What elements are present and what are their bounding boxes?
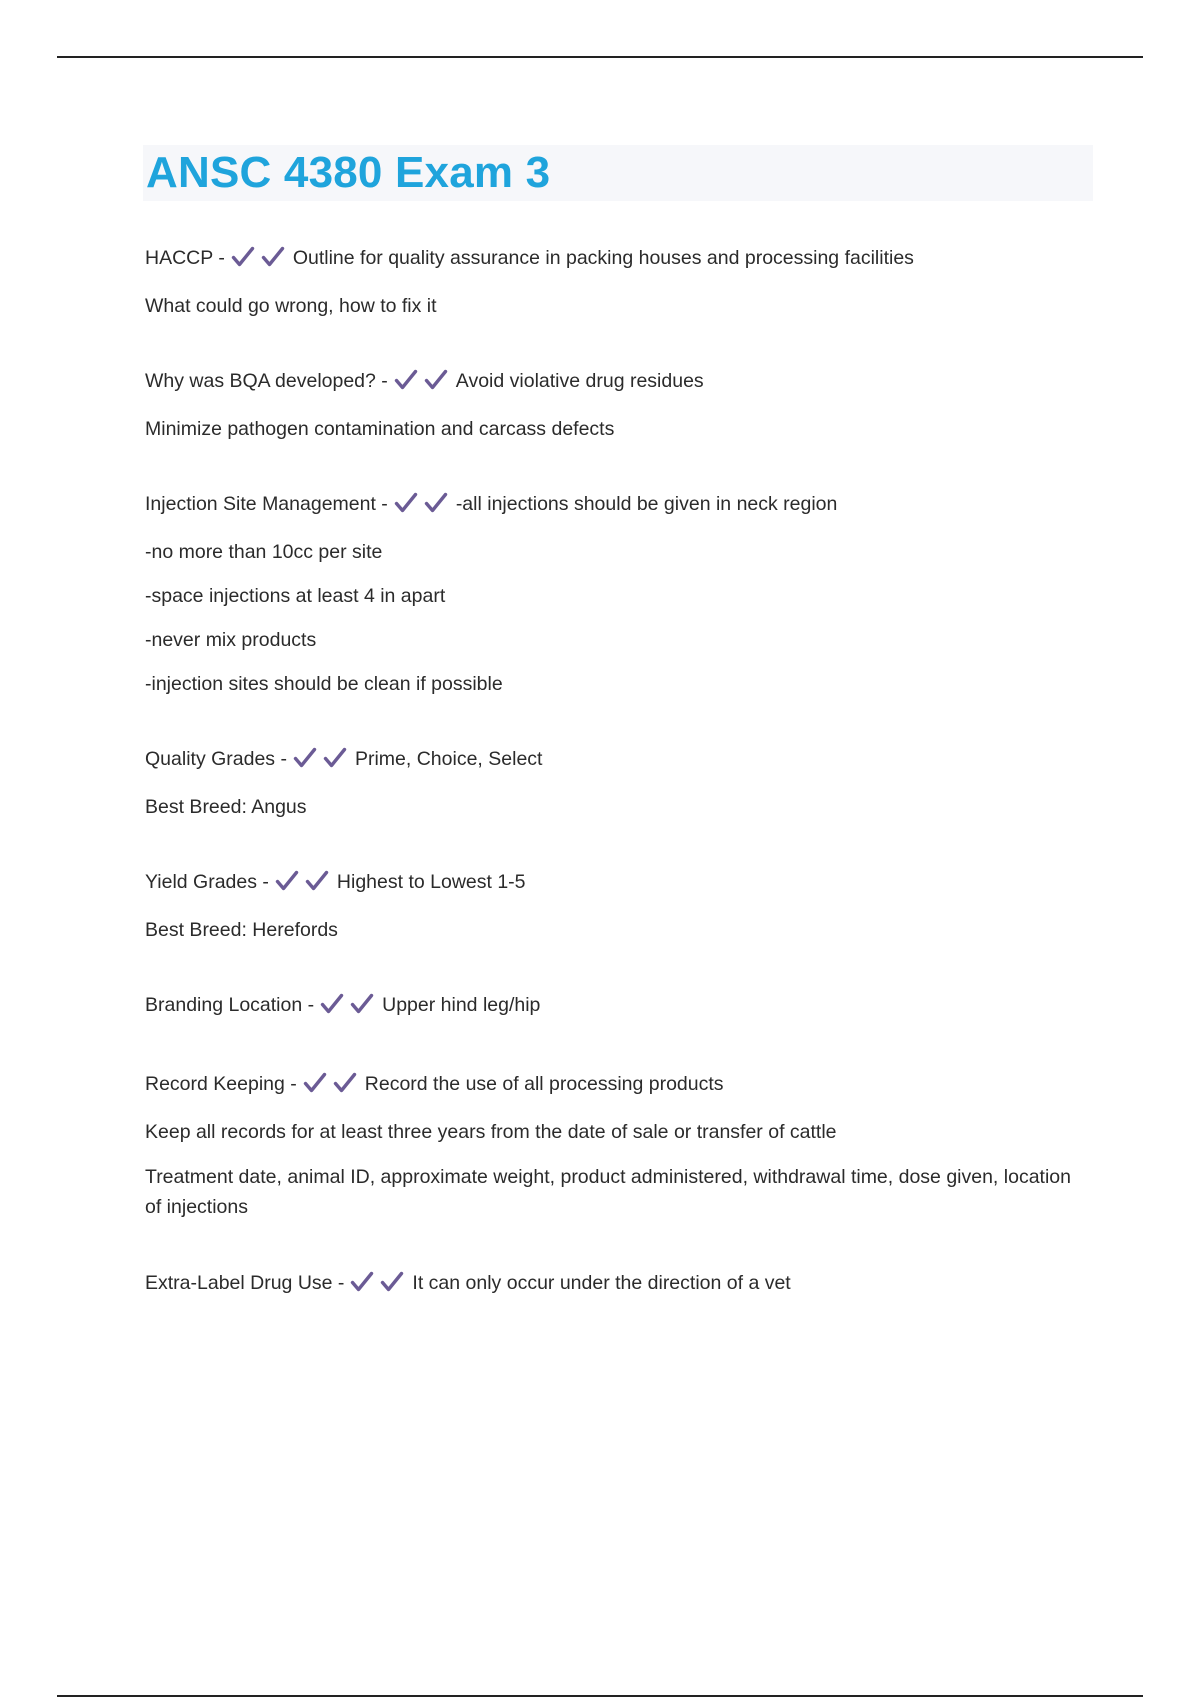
checkmark-icon [231, 246, 255, 268]
entry-detail-line: Treatment date, animal ID, approximate weight, product administered, withdrawal time, dose given, location of injections [145, 1166, 1071, 1218]
top-rule [57, 56, 1143, 58]
entry-definition: Upper hind leg/hip [382, 994, 541, 1016]
checkmark-icon [305, 870, 329, 892]
document-title: ANSC 4380 Exam 3 [146, 148, 551, 197]
double-check-marks [275, 870, 335, 900]
flashcard-entry [145, 490, 1080, 698]
flashcard-entry [145, 1070, 1080, 1222]
checkmark-icon [275, 870, 299, 892]
checkmark-icon [320, 993, 344, 1015]
entry-term: Quality Grades - [145, 748, 287, 770]
double-check-marks [231, 246, 291, 276]
entry-main-line [145, 367, 1080, 399]
entry-detail-line: -no more than 10cc per site [145, 541, 383, 563]
entry-main-line [145, 244, 1080, 276]
entry-detail-line: What could go wrong, how to fix it [145, 295, 437, 317]
entry-main-line [145, 1269, 1080, 1301]
entry-term: Extra-Label Drug Use - [145, 1272, 345, 1294]
checkmark-icon [333, 1072, 357, 1094]
entry-definition: It can only occur under the direction of a vet [412, 1272, 791, 1294]
entry-definition: Highest to Lowest 1-5 [336, 871, 526, 893]
checkmark-icon [394, 369, 418, 391]
checkmark-icon [261, 246, 285, 268]
double-check-marks [394, 369, 454, 399]
flashcard-entry [145, 1269, 1080, 1301]
double-check-marks [320, 993, 380, 1023]
entry-term: Injection Site Management - [145, 493, 388, 515]
checkmark-icon [424, 492, 448, 514]
flashcard-list [145, 244, 1080, 1301]
entry-definition: -all injections should be given in neck region [455, 493, 838, 515]
entry-detail-line: Best Breed: Angus [145, 796, 307, 818]
entry-detail-line: -space injections at least 4 in apart [145, 585, 446, 607]
entry-main-line [145, 1070, 1080, 1102]
entry-definition: Record the use of all processing products [364, 1073, 724, 1095]
entry-term: Why was BQA developed? - [145, 370, 388, 392]
entry-detail-line: -never mix products [145, 629, 317, 651]
bottom-rule [57, 1695, 1143, 1697]
flashcard-entry [145, 367, 1080, 443]
entry-detail-line: Minimize pathogen contamination and carcass defects [145, 418, 615, 440]
entry-definition: Prime, Choice, Select [354, 748, 543, 770]
checkmark-icon [394, 492, 418, 514]
entry-term: Record Keeping - [145, 1073, 297, 1095]
entry-main-line [145, 991, 1080, 1023]
checkmark-icon [293, 747, 317, 769]
flashcard-entry [145, 868, 1080, 944]
checkmark-icon [350, 993, 374, 1015]
double-check-marks [293, 747, 353, 777]
entry-main-line [145, 745, 1080, 777]
entry-detail-line: Keep all records for at least three years from the date of sale or transfer of cattle [145, 1121, 837, 1143]
double-check-marks [394, 492, 454, 522]
entry-term: HACCP - [145, 247, 225, 269]
checkmark-icon [424, 369, 448, 391]
entry-definition: Outline for quality assurance in packing houses and processing facilities [292, 247, 914, 269]
checkmark-icon [323, 747, 347, 769]
checkmark-icon [303, 1072, 327, 1094]
double-check-marks [350, 1271, 410, 1301]
flashcard-entry [145, 244, 1080, 320]
entry-main-line [145, 868, 1080, 900]
flashcard-entry [145, 745, 1080, 821]
entry-term: Branding Location - [145, 994, 315, 1016]
entry-detail-line: -injection sites should be clean if possible [145, 673, 503, 695]
checkmark-icon [350, 1271, 374, 1293]
checkmark-icon [380, 1271, 404, 1293]
entry-term: Yield Grades - [145, 871, 269, 893]
entry-detail-line: Best Breed: Herefords [145, 919, 338, 941]
flashcard-entry [145, 991, 1080, 1023]
entry-main-line [145, 490, 1080, 522]
double-check-marks [303, 1072, 363, 1102]
entry-definition: Avoid violative drug residues [455, 370, 704, 392]
